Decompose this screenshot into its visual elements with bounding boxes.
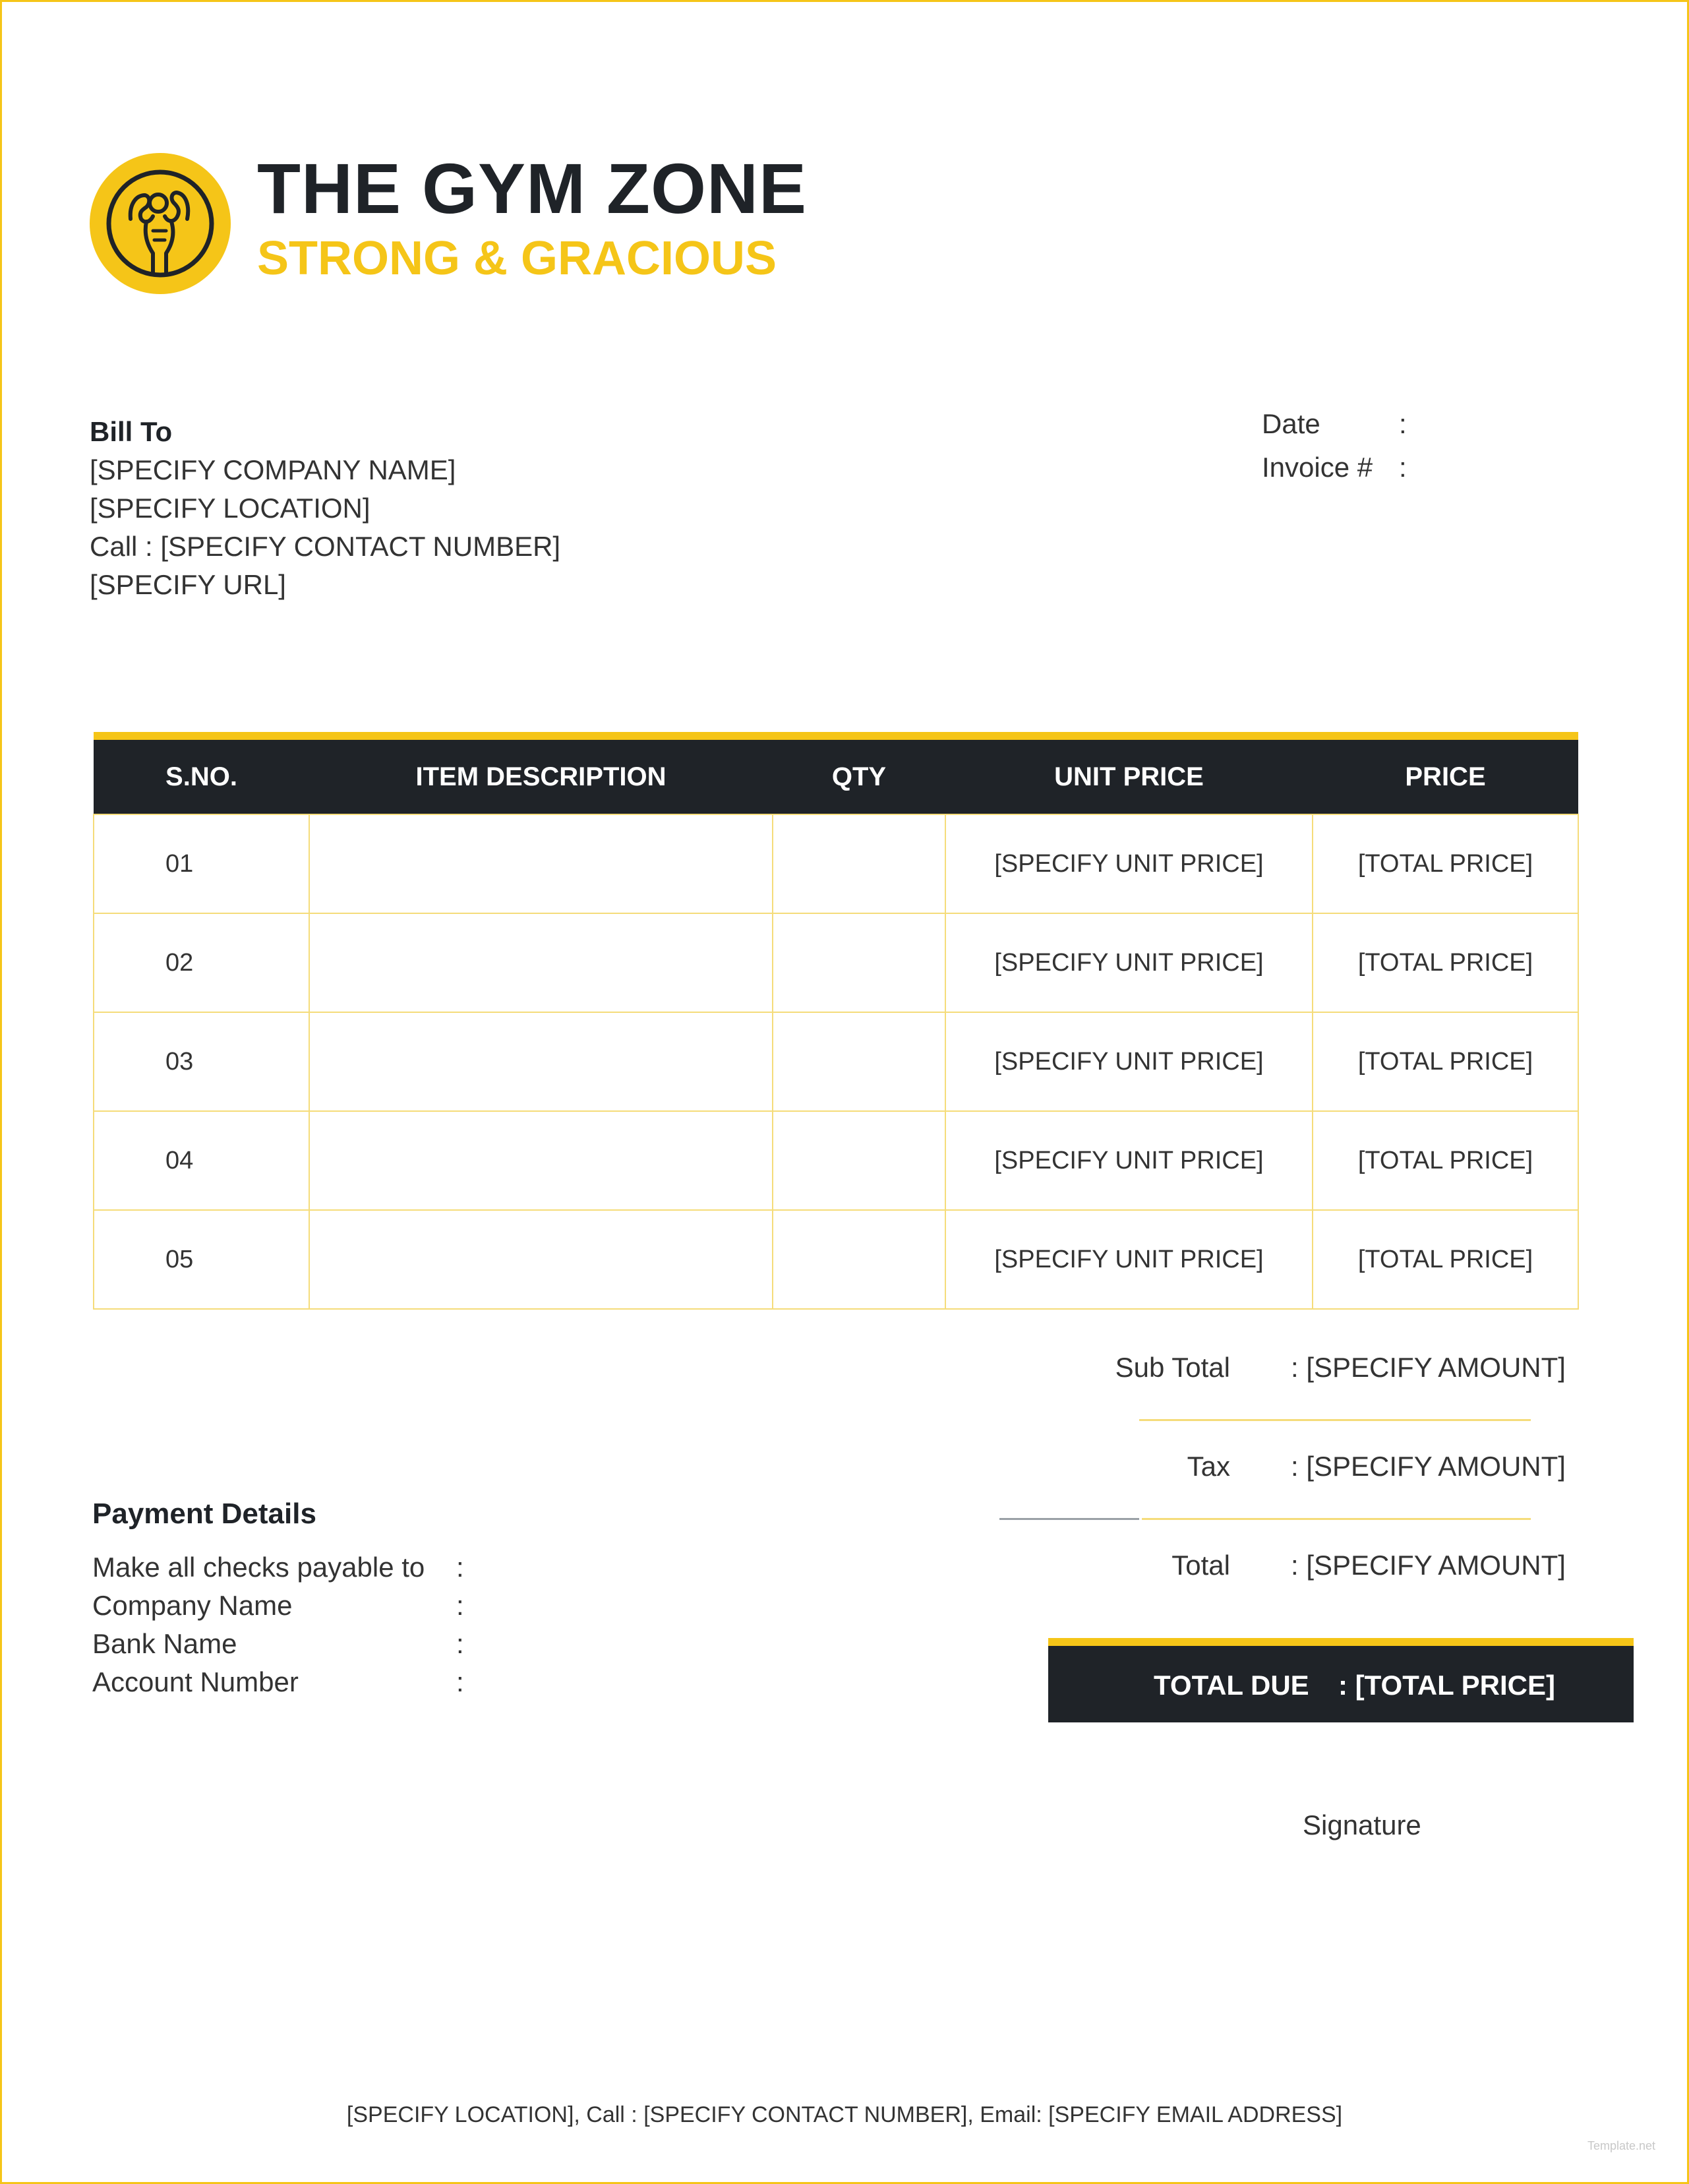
footer-contact: [SPECIFY LOCATION], Call : [SPECIFY CONTACT NUMBER], Email: [SPECIFY EMAIL ADDRESS] <box>346 2102 1343 2127</box>
totals-block <box>999 1339 1566 1635</box>
cell-description <box>309 913 773 1012</box>
brand-tagline: STRONG & GRACIOUS <box>257 232 777 285</box>
date-row <box>1262 402 1425 446</box>
total-due-label: TOTAL DUE <box>1154 1670 1309 1701</box>
invoice-number-row <box>1262 446 1425 489</box>
tax-value: : [SPECIFY AMOUNT] <box>1291 1451 1566 1482</box>
items-table <box>93 732 1579 1310</box>
header-unit-price: UNIT PRICE <box>945 736 1313 814</box>
payment-field-payable-to: Make all checks payable to <box>92 1552 425 1583</box>
table-row <box>94 1012 1578 1111</box>
payment-row <box>92 1663 464 1701</box>
total-due-bar <box>1048 1638 1634 1722</box>
payment-field-company-name: Company Name <box>92 1590 293 1621</box>
payment-row <box>92 1625 464 1663</box>
cell-price: [TOTAL PRICE] <box>1313 814 1578 913</box>
header-sno: S.NO. <box>94 736 309 814</box>
bill-to-location: [SPECIFY LOCATION] <box>90 493 370 524</box>
cell-qty <box>773 1210 945 1309</box>
total-value: : [SPECIFY AMOUNT] <box>1291 1550 1566 1581</box>
subtotal-value: : [SPECIFY AMOUNT] <box>1291 1352 1566 1383</box>
table-row <box>94 1210 1578 1309</box>
bill-to-company: [SPECIFY COMPANY NAME] <box>90 454 456 485</box>
divider <box>999 1518 1139 1520</box>
cell-sno: 04 <box>94 1111 309 1210</box>
bill-to-label: Bill To <box>90 416 173 447</box>
cell-description <box>309 1012 773 1111</box>
watermark: Template.net <box>1587 2139 1656 2152</box>
flexing-bodybuilder-icon <box>90 153 231 294</box>
tax-row <box>999 1438 1566 1536</box>
table-row <box>94 1111 1578 1210</box>
cell-price: [TOTAL PRICE] <box>1313 1111 1578 1210</box>
cell-sno: 05 <box>94 1210 309 1309</box>
cell-qty <box>773 913 945 1012</box>
invoice-meta <box>1262 402 1425 489</box>
cell-description <box>309 814 773 913</box>
payment-separator: : <box>456 1666 464 1697</box>
payment-separator: : <box>456 1552 464 1583</box>
signature-label: Signature <box>1303 1809 1421 1840</box>
invoice-number-separator: : <box>1399 452 1407 483</box>
cell-qty <box>773 1111 945 1210</box>
payment-details <box>92 1493 464 1701</box>
cell-unit-price: [SPECIFY UNIT PRICE] <box>945 1111 1313 1210</box>
table-row <box>94 814 1578 913</box>
cell-qty <box>773 814 945 913</box>
date-label: Date <box>1262 408 1320 439</box>
tax-label: Tax <box>1187 1451 1230 1482</box>
table-row <box>94 913 1578 1012</box>
payment-field-account-number: Account Number <box>92 1666 299 1697</box>
subtotal-label: Sub Total <box>1115 1352 1230 1383</box>
cell-unit-price: [SPECIFY UNIT PRICE] <box>945 1210 1313 1309</box>
total-due-value: : [TOTAL PRICE] <box>1338 1670 1555 1701</box>
bill-to-url: [SPECIFY URL] <box>90 569 286 600</box>
total-label: Total <box>1171 1550 1230 1581</box>
cell-sno: 01 <box>94 814 309 913</box>
cell-unit-price: [SPECIFY UNIT PRICE] <box>945 1012 1313 1111</box>
divider <box>1142 1419 1531 1421</box>
cell-sno: 02 <box>94 913 309 1012</box>
payment-row <box>92 1587 464 1625</box>
cell-price: [TOTAL PRICE] <box>1313 1012 1578 1111</box>
cell-description <box>309 1210 773 1309</box>
divider <box>1142 1518 1531 1520</box>
invoice-number-label: Invoice # <box>1262 452 1373 483</box>
bill-to-block <box>90 413 560 604</box>
cell-sno: 03 <box>94 1012 309 1111</box>
bill-to-call: Call : [SPECIFY CONTACT NUMBER] <box>90 531 561 562</box>
cell-price: [TOTAL PRICE] <box>1313 913 1578 1012</box>
payment-field-bank-name: Bank Name <box>92 1628 237 1659</box>
total-row <box>999 1536 1566 1635</box>
cell-unit-price: [SPECIFY UNIT PRICE] <box>945 814 1313 913</box>
cell-price: [TOTAL PRICE] <box>1313 1210 1578 1309</box>
table-header-row <box>94 736 1578 814</box>
cell-unit-price: [SPECIFY UNIT PRICE] <box>945 913 1313 1012</box>
gym-logo <box>90 153 231 294</box>
payment-row <box>92 1548 464 1587</box>
header-price: PRICE <box>1313 736 1578 814</box>
payment-separator: : <box>456 1590 464 1621</box>
date-separator: : <box>1399 408 1407 439</box>
cell-qty <box>773 1012 945 1111</box>
header-qty: QTY <box>773 736 945 814</box>
payment-details-title: Payment Details <box>92 1498 316 1530</box>
cell-description <box>309 1111 773 1210</box>
brand-name: THE GYM ZONE <box>257 148 808 228</box>
header-item-description: ITEM DESCRIPTION <box>309 736 773 814</box>
payment-separator: : <box>456 1628 464 1659</box>
subtotal-row <box>999 1339 1566 1438</box>
